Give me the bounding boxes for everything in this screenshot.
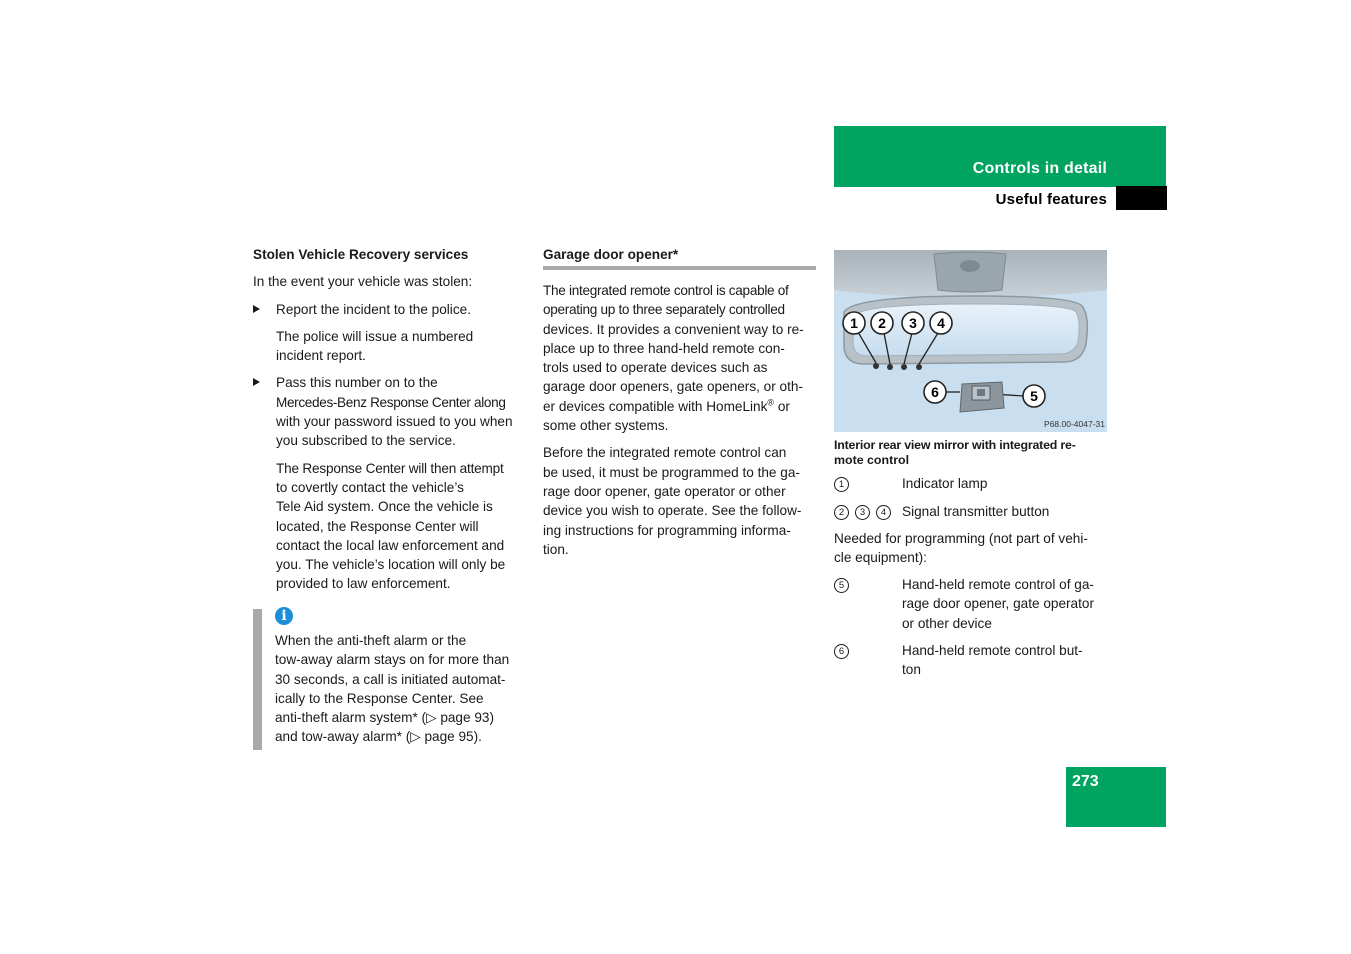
- text-line: tion.: [543, 541, 569, 557]
- text-line: Needed for programming (not part of vehi-: [834, 531, 1088, 546]
- text-line: cle equipment):: [834, 550, 927, 566]
- hand-held-remote: [960, 382, 1004, 412]
- text-line: ically to the Response Center. See: [275, 690, 484, 706]
- info-box-bar: [253, 609, 262, 750]
- text-line: you. The vehicle’s location will only be: [276, 557, 506, 573]
- legend-desc: [902, 641, 1108, 680]
- legend-keys: [834, 502, 897, 521]
- callout-ref: 3: [855, 505, 870, 520]
- heading-rule: [543, 266, 816, 270]
- callout-label: 2: [878, 315, 886, 331]
- garage-body: [543, 281, 823, 559]
- text-span: er devices compatible with HomeLink: [543, 398, 768, 414]
- step-result: [253, 459, 528, 594]
- callout-label: 4: [937, 315, 945, 331]
- text-line: contact the local law enforcement and: [276, 537, 505, 553]
- text-line: operating up to three separately controlled: [543, 302, 785, 318]
- text-line: [543, 397, 823, 416]
- text-line: incident report.: [276, 348, 366, 364]
- stolen-heading: Stolen Vehicle Recovery services: [253, 247, 469, 262]
- text-line: Interior rear view mirror with integrated re-: [834, 438, 1076, 452]
- step-pass-number: [253, 373, 528, 450]
- text-line: The police will issue a numbered: [276, 328, 474, 344]
- callout-3: [902, 312, 924, 334]
- text-line: Tele Aid system. Once the vehicle is: [276, 499, 493, 515]
- text-line: trols used to operate devices such as: [543, 360, 768, 376]
- text-line: rage door opener, gate operator: [902, 596, 1094, 612]
- registered-mark: ®: [767, 397, 775, 408]
- text-span: or: [774, 398, 790, 414]
- callout-label: 1: [850, 315, 858, 331]
- figure-caption: [834, 438, 1109, 468]
- text-line: anti-theft alarm system* (▷ page 93): [275, 710, 494, 726]
- text-line: ing instructions for programming informa-: [543, 522, 791, 538]
- callout-4: [930, 312, 952, 334]
- callout-ref: 6: [834, 644, 849, 659]
- legend-keys: [834, 575, 855, 594]
- callout-5: [1023, 385, 1045, 407]
- legend-desc: Indicator lamp: [902, 476, 988, 491]
- garage-door-section: [543, 245, 823, 264]
- text-line: Pass this number on to the: [276, 375, 438, 391]
- text-line: The Response Center will then attempt: [276, 460, 504, 476]
- text-line: rage door opener, gate operator or other: [543, 483, 786, 499]
- step-text: Report the incident to the police.: [276, 301, 471, 317]
- text-line: garage door openers, gate openers, or oth-: [543, 379, 803, 395]
- text-line: When the anti-theft alarm or the: [275, 633, 467, 648]
- callout-label: 3: [909, 315, 917, 331]
- bullet-arrow-icon: [253, 305, 260, 313]
- step-result: [253, 327, 528, 366]
- subsection-title: Useful features: [995, 191, 1107, 208]
- legend-desc: [902, 575, 1108, 633]
- text-line: Mercedes-Benz Response Center along: [276, 394, 506, 410]
- callout-6: [924, 381, 946, 403]
- needed-for-programming: [834, 529, 1114, 568]
- text-line: be used, it must be programmed to the ga-: [543, 464, 800, 480]
- bullet-arrow-icon: [253, 378, 260, 386]
- callout-ref: 5: [834, 578, 849, 593]
- text-line: Hand-held remote control but-: [902, 643, 1083, 658]
- text-line: or other device: [902, 615, 992, 631]
- step-report-incident: [253, 300, 528, 319]
- text-line: mote control: [834, 453, 910, 467]
- legend-keys: [834, 641, 855, 660]
- callout-label: 5: [1030, 388, 1038, 404]
- section-title: Controls in detail: [972, 160, 1107, 177]
- callout-ref: 2: [834, 505, 849, 520]
- text-line: devices. It provides a convenient way to re-: [543, 321, 804, 337]
- text-line: and tow-away alarm* (▷ page 95).: [275, 729, 482, 745]
- text-line: device you wish to operate. See the follow-: [543, 503, 802, 519]
- sensor: [960, 260, 980, 272]
- header-tab-marker: [1116, 186, 1167, 210]
- stolen-vehicle-section: [253, 245, 528, 594]
- text-line: Hand-held remote control of ga-: [902, 577, 1094, 592]
- text-line: with your password issued to you when: [276, 414, 513, 430]
- legend-keys: [834, 474, 855, 493]
- garage-heading: Garage door opener*: [543, 247, 679, 262]
- rear-view-mirror-illustration: [834, 250, 1107, 432]
- text-line: you subscribed to the service.: [276, 433, 456, 449]
- legend-desc: Signal transmitter button: [902, 504, 1050, 519]
- info-icon: i: [275, 607, 293, 625]
- callout-ref: 4: [876, 505, 891, 520]
- callout-ref: 1: [834, 477, 849, 492]
- page-number: 273: [1072, 773, 1099, 790]
- text-line: ton: [902, 662, 921, 678]
- text-line: provided to law enforcement.: [276, 576, 451, 592]
- text-line: The integrated remote control is capable of: [543, 283, 789, 298]
- figure-code: P68.00-4047-31: [1044, 419, 1105, 429]
- text-line: place up to three hand-held remote con-: [543, 340, 785, 356]
- text-line: located, the Response Center will: [276, 518, 479, 534]
- info-note: [275, 631, 530, 747]
- text-line: tow-away alarm stays on for more than: [275, 652, 510, 668]
- callout-1: [843, 312, 865, 334]
- text-line: Before the integrated remote control can: [543, 445, 787, 461]
- text-line: some other systems.: [543, 418, 669, 434]
- callout-label: 6: [931, 384, 939, 400]
- callout-2: [871, 312, 893, 334]
- stolen-intro: In the event your vehicle was stolen:: [253, 274, 473, 290]
- text-line: to covertly contact the vehicle’s: [276, 479, 464, 495]
- text-line: 30 seconds, a call is initiated automat-: [275, 671, 506, 687]
